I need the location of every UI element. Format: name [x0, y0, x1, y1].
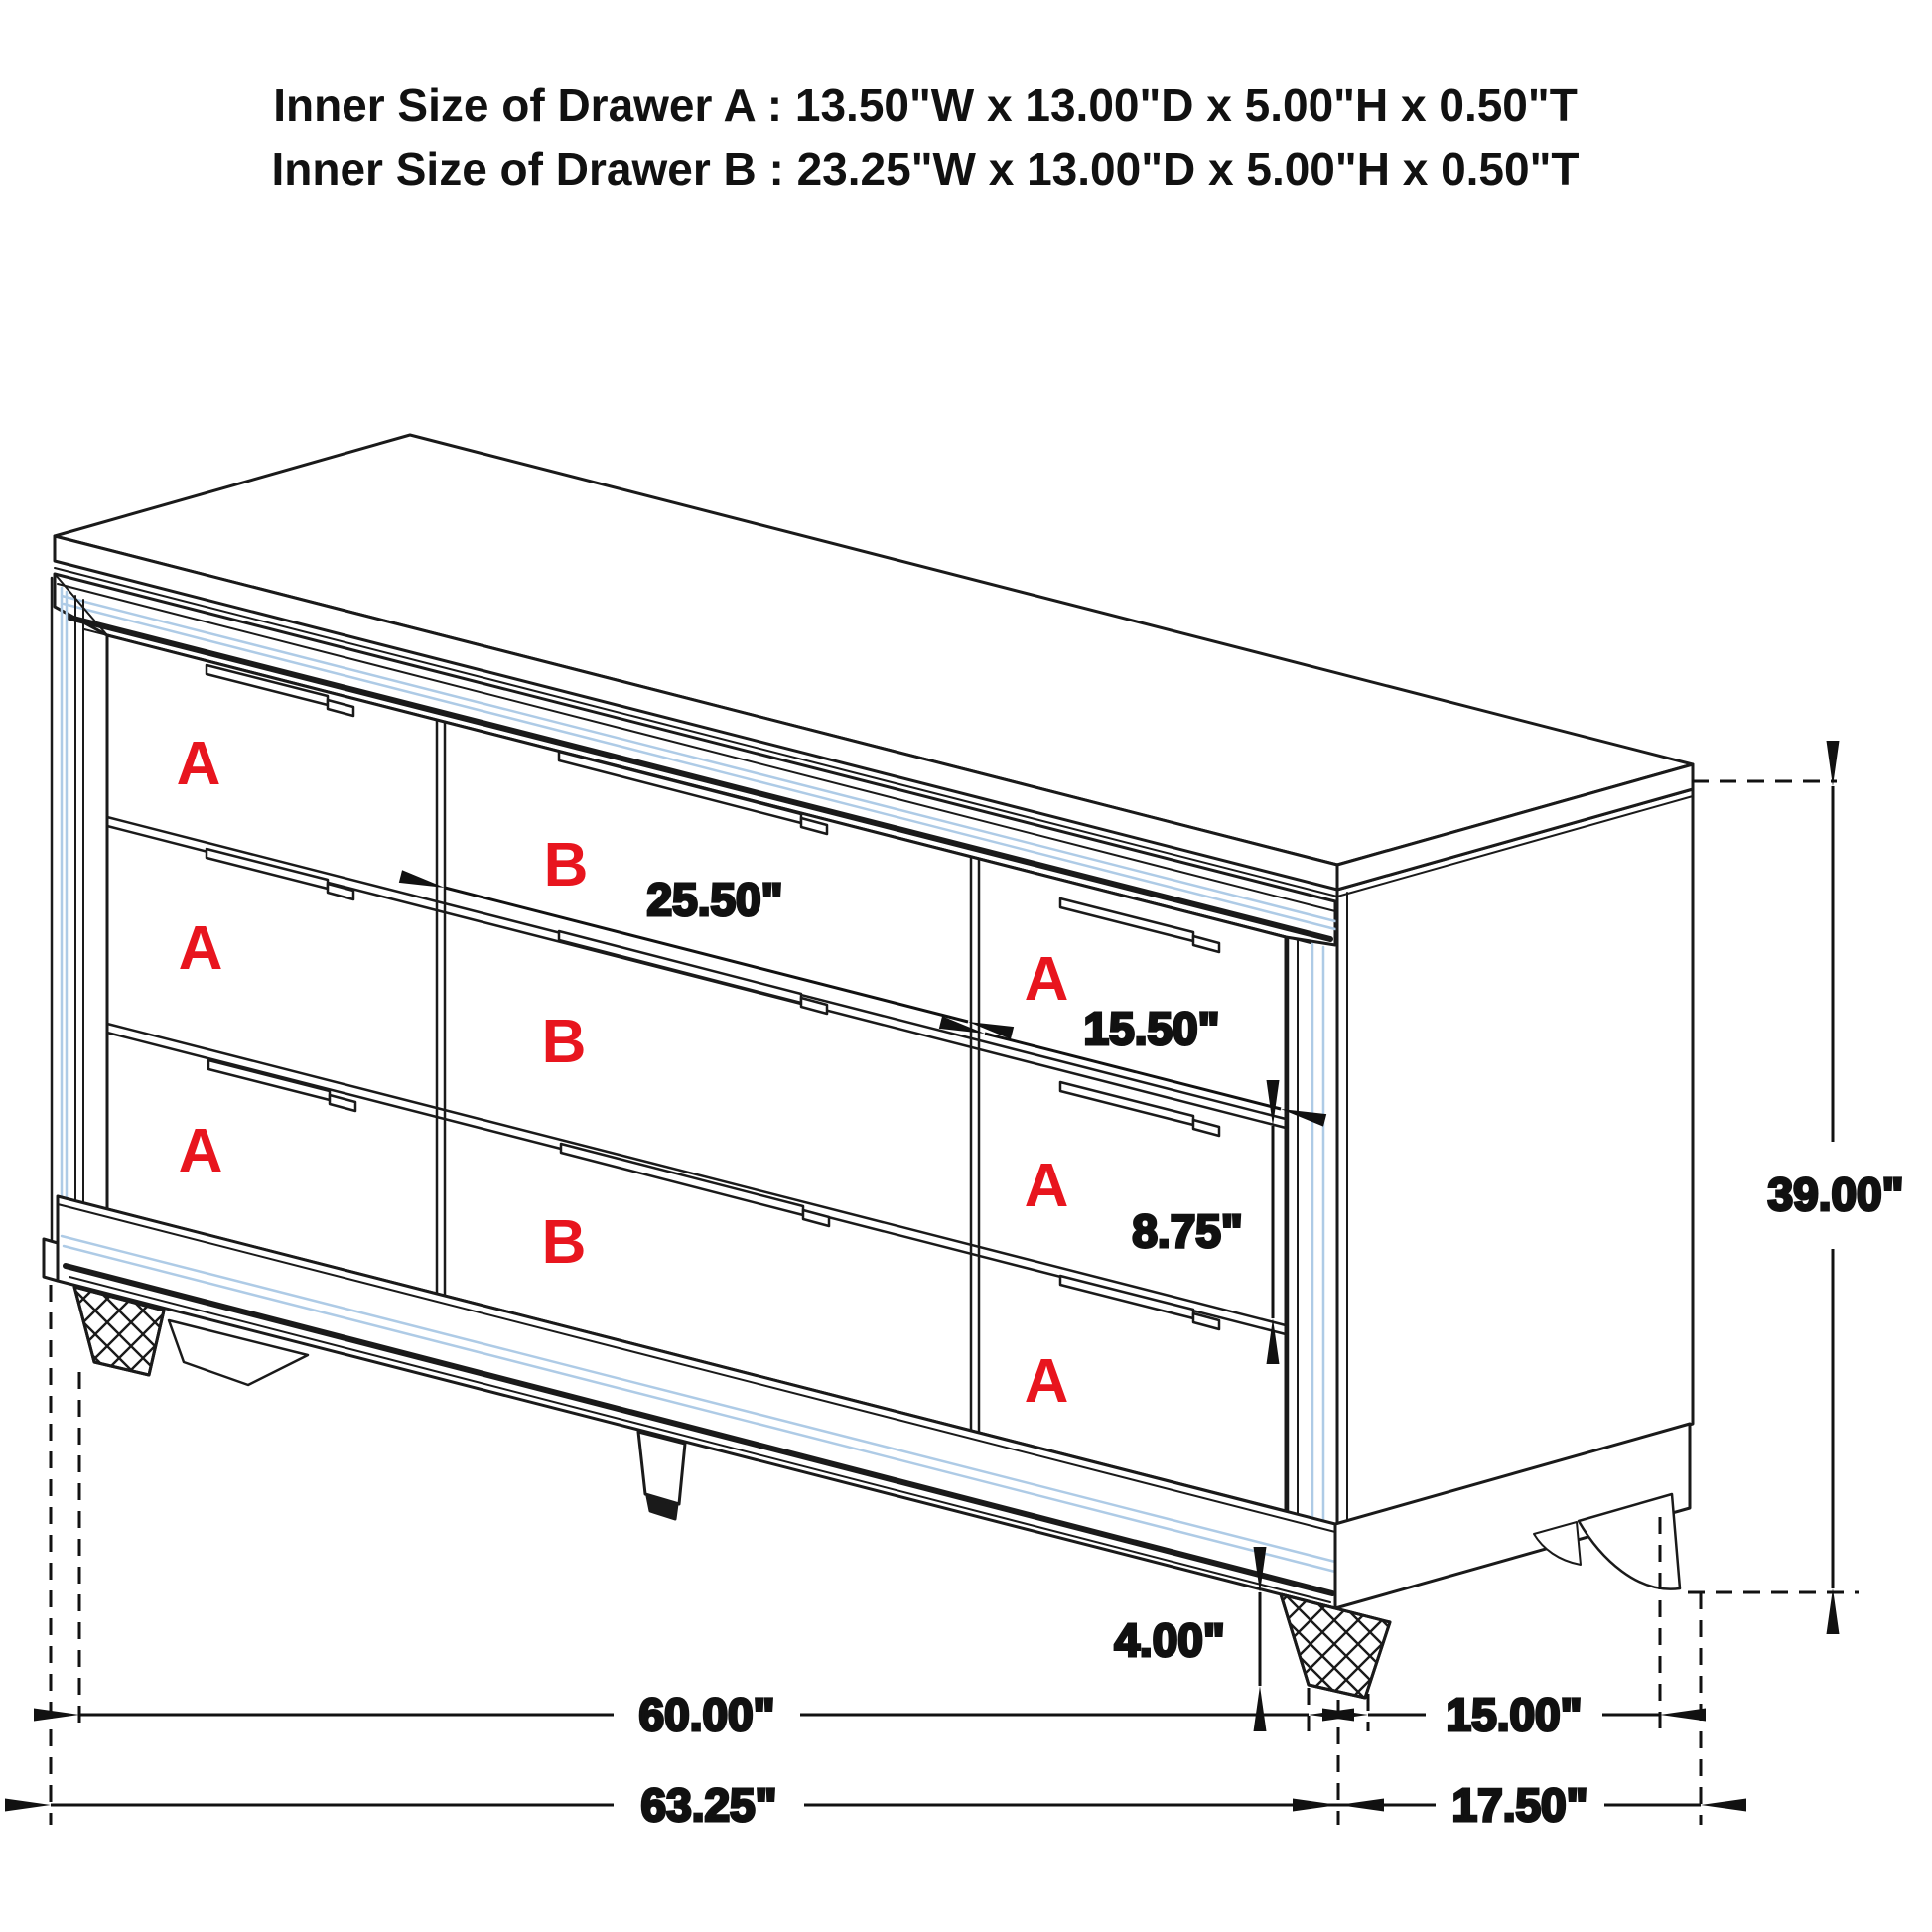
plinth-left-cap: [44, 1239, 58, 1281]
drawer-label-center-bottom: B: [541, 1208, 587, 1277]
dim-overall-depth-label: 17.50": [1451, 1779, 1588, 1831]
dim-overall-width-label: 63.25": [640, 1779, 777, 1831]
drawer-label-right-top: A: [1024, 945, 1069, 1014]
side-panel: [1337, 789, 1693, 1524]
dim-b-front-width-label: 25.50": [646, 874, 783, 925]
drawer-label-right-middle: A: [1024, 1152, 1069, 1220]
drawer-label-center-top: B: [543, 831, 589, 899]
leg-center: [638, 1432, 685, 1504]
drawer-label-left-top: A: [176, 730, 221, 798]
dim-overall-height-label: 39.00": [1767, 1169, 1904, 1220]
drawer-label-left-bottom: A: [178, 1117, 223, 1185]
drawer-label-right-bottom: A: [1024, 1347, 1069, 1416]
dim-drawer-front-height-label: 8.75": [1132, 1205, 1243, 1257]
drawer-label-center-middle: B: [541, 1008, 587, 1076]
dim-a-front-width-label: 15.50": [1083, 1003, 1220, 1054]
dim-leg-span-width-label: 60.00": [638, 1689, 775, 1740]
dim-leg-height-label: 4.00": [1114, 1614, 1225, 1666]
drawer-label-left-middle: A: [178, 914, 223, 983]
title-line-1: Inner Size of Drawer A : 13.50"W x 13.00"D x 5.00"H x 0.50"T: [273, 79, 1578, 131]
title-line-2: Inner Size of Drawer B : 23.25"W x 13.00"D x 5.00"H x 0.50"T: [271, 143, 1580, 195]
dim-leg-span-depth-label: 15.00": [1446, 1689, 1583, 1740]
